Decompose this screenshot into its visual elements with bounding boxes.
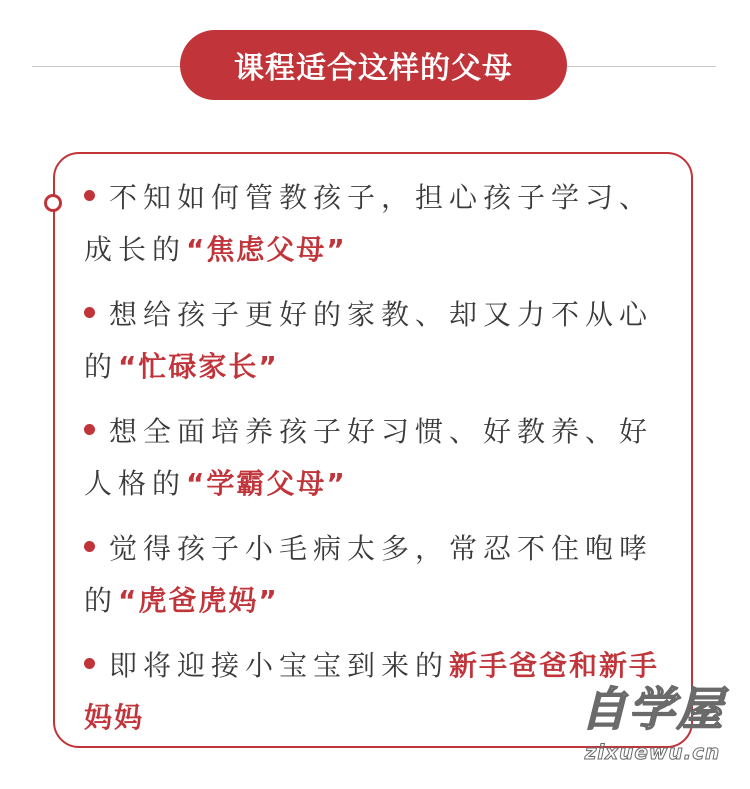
bullet-dot-icon xyxy=(84,424,95,435)
item-highlight: “虎爸虎妈” xyxy=(118,584,279,617)
audience-list xyxy=(84,172,668,757)
item-description: 即将迎接小宝宝到来的 xyxy=(109,649,450,682)
list-item xyxy=(84,523,668,627)
list-item xyxy=(84,406,668,510)
list-item-text xyxy=(84,523,668,627)
bullet-dot-icon xyxy=(84,541,95,552)
list-item xyxy=(84,289,668,393)
bullet-dot-icon xyxy=(84,307,95,318)
bullet-dot-icon xyxy=(84,190,95,201)
item-description: 觉得孩子小毛病太多，常忍不住咆哮的 xyxy=(84,532,654,617)
section-title-pill xyxy=(180,30,567,100)
list-item-text xyxy=(84,406,668,510)
item-highlight: “学霸父母” xyxy=(186,467,347,500)
list-item-text xyxy=(84,289,668,393)
item-highlight: “忙碌家长” xyxy=(118,350,279,383)
list-item xyxy=(84,172,668,276)
watermark-logo: 自学屋 xyxy=(580,682,725,736)
list-item-text xyxy=(84,172,668,276)
watermark xyxy=(560,680,745,766)
watermark-site: zixuewu.cn xyxy=(584,740,721,764)
item-description: 想给孩子更好的家教、却又力不从心的 xyxy=(84,298,654,383)
section-title: 课程适合这样的父母 xyxy=(234,51,513,86)
item-description: 不知如何管教孩子，担心孩子学习、成长的 xyxy=(84,181,654,266)
bullet-dot-icon xyxy=(84,658,95,669)
item-description: 想全面培养孩子好习惯、好教养、好人格的 xyxy=(84,415,654,500)
item-highlight: 新手爸爸和新手妈妈 xyxy=(84,649,660,734)
item-highlight: “焦虑父母” xyxy=(186,233,347,266)
ring-marker-icon xyxy=(44,194,62,212)
